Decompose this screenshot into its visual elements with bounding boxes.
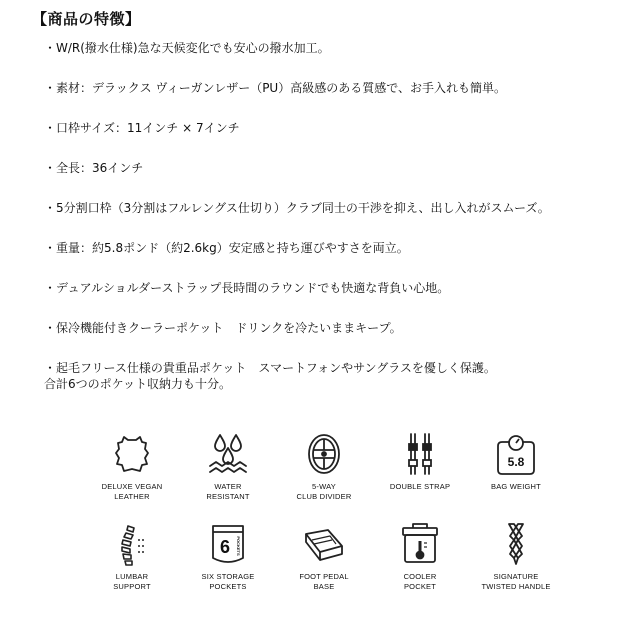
storage-pockets-icon: [204, 520, 252, 568]
pocket-badge-text: POCKETS: [236, 536, 241, 556]
icon-label-line: DELUXE VEGAN: [101, 482, 163, 491]
icon-cell-pedal: [276, 520, 372, 592]
feature-text: ・5分割口枠（3分割はフルレングス仕切り）クラブ同士の干渉を抑え、出し入れがスムーズ。: [44, 201, 550, 215]
feature-text: ・重量：約5.8ポンド（約2.6kg）安定感と持ち運びやすさを両立。: [44, 241, 409, 255]
icon-grid: [84, 430, 564, 592]
icon-label: [113, 572, 151, 592]
icon-label-line: LUMBAR: [115, 572, 149, 581]
twisted-handle-icon: [492, 520, 540, 568]
cooler-pocket-icon: [396, 520, 444, 568]
icon-label-line: 5-WAY: [312, 482, 336, 491]
icon-label-line: SIGNATURE: [493, 572, 539, 581]
icon-cell-pockets: [180, 520, 276, 592]
icon-cell-divider: [276, 430, 372, 502]
water-drops-icon: [204, 430, 252, 478]
feature-item: [44, 160, 634, 176]
icon-label: [202, 572, 255, 592]
foot-pedal-icon: [300, 520, 348, 568]
icon-cell-lumbar: [84, 520, 180, 592]
feature-item: [44, 240, 634, 256]
feature-text: ・保冷機能付きクーラーポケット ドリンクを冷たいままキープ。: [44, 321, 402, 335]
section-title: 【商品の特徴】: [32, 10, 141, 28]
feature-item: [44, 200, 634, 216]
icon-label-line: BASE: [313, 582, 335, 591]
icon-label-line: CLUB DIVIDER: [296, 492, 352, 501]
feature-text: ・全長：36インチ: [44, 161, 144, 175]
feature-text: ・素材：デラックス ヴィーガンレザー（PU）高級感のある質感で、お手入れも簡単。: [44, 81, 506, 95]
icon-label: [481, 572, 550, 592]
icon-label: [390, 482, 450, 492]
icon-row: [84, 520, 564, 592]
feature-item: [44, 80, 634, 96]
icon-label: [491, 482, 541, 492]
icon-cell-cooler: [372, 520, 468, 592]
icon-cell-water: [180, 430, 276, 502]
feature-item: [44, 40, 634, 56]
feature-item: [44, 320, 634, 336]
feature-item: [44, 120, 634, 136]
feature-continuation: 合計6つのポケット収納力も十分。: [44, 377, 232, 391]
feature-item: [44, 280, 634, 296]
icon-label-line: POCKETS: [209, 582, 247, 591]
pocket-count: 6: [219, 537, 231, 557]
icon-label-line: RESISTANT: [206, 492, 250, 501]
icon-label-line: DOUBLE STRAP: [389, 482, 451, 491]
icon-label-line: LEATHER: [114, 492, 150, 501]
feature-text: ・口枠サイズ：11インチ × 7インチ: [44, 121, 240, 135]
feature-item: [44, 360, 634, 392]
icon-label: [206, 482, 249, 502]
feature-text: ・デュアルショルダーストラップ長時間のラウンドでも快適な背負い心地。: [44, 281, 450, 295]
icon-cell-leather: [84, 430, 180, 502]
icon-label: [404, 572, 437, 592]
feature-text: ・W/R(撥水仕様)急な天候変化でも安心の撥水加工。: [44, 41, 330, 55]
icon-label-line: SIX STORAGE: [201, 572, 255, 581]
icon-cell-strap: [372, 430, 468, 502]
feature-list: [44, 40, 634, 392]
scale-icon: [492, 430, 540, 478]
feature-text: ・起毛フリース仕様の貴重品ポケット スマートフォンやサングラスを優しく保護。: [44, 361, 496, 375]
leather-hide-icon: [108, 430, 156, 478]
lumbar-support-icon: [108, 520, 156, 568]
icon-cell-weight: [468, 430, 564, 502]
icon-row: [84, 430, 564, 502]
scale-value: 5.8: [507, 455, 525, 469]
double-strap-icon: [396, 430, 444, 478]
icon-label-line: FOOT PEDAL: [299, 572, 349, 581]
icon-label-line: BAG WEIGHT: [491, 482, 541, 491]
icon-cell-handle: [468, 520, 564, 592]
icon-label: [102, 482, 163, 502]
icon-label-line: COOLER: [403, 572, 437, 581]
icon-label-line: POCKET: [403, 582, 437, 591]
icon-label-line: SUPPORT: [113, 582, 151, 591]
icon-label: [297, 482, 352, 502]
icon-label-line: WATER: [214, 482, 242, 491]
icon-label: [299, 572, 348, 592]
icon-label-line: TWISTED HANDLE: [481, 582, 551, 591]
club-divider-icon: [300, 430, 348, 478]
